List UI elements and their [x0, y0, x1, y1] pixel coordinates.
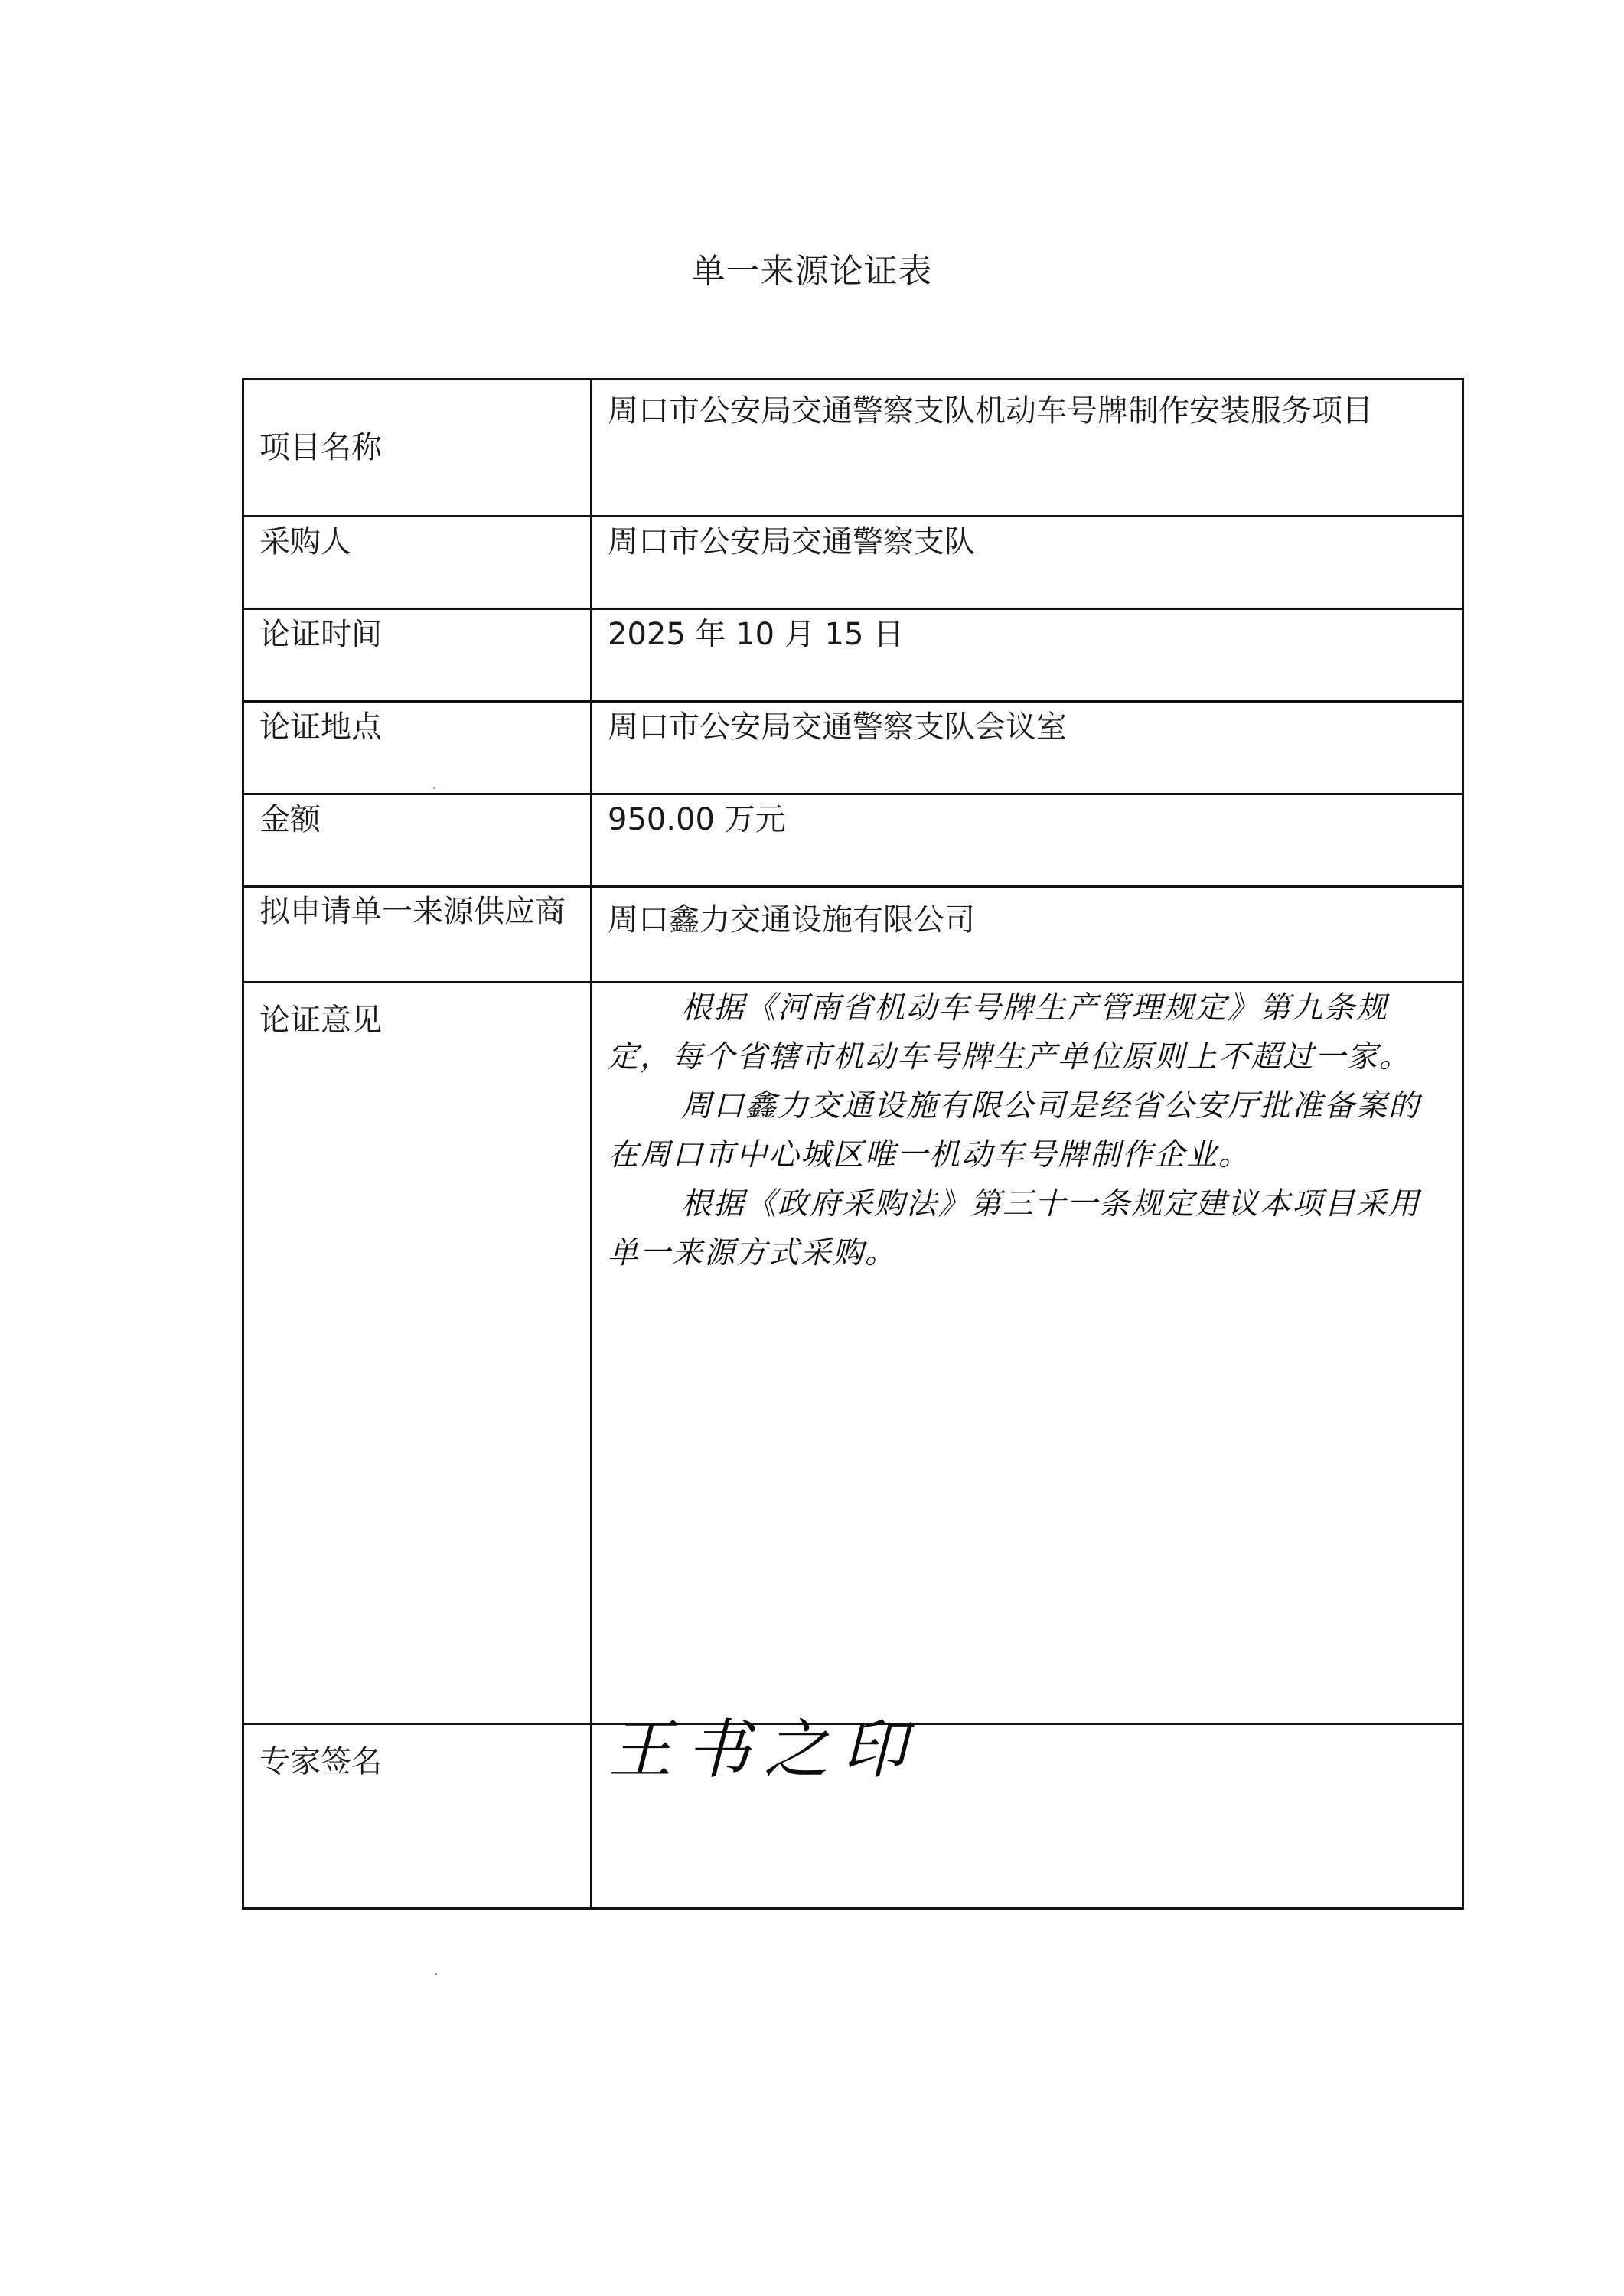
row-project-name: [243, 380, 1463, 517]
scan-speck: [435, 1973, 437, 1975]
row-supplier: [243, 887, 1463, 983]
row-expert-signature: [243, 1724, 1463, 1909]
row-amount: [243, 794, 1463, 887]
opinion-paragraph-1: 根据《河南省机动车号牌生产管理规定》第九条规定，每个省辖市机动车号牌生产单位原则上不超过一家。: [608, 990, 1411, 1075]
place-label: 论证地点: [243, 702, 592, 794]
opinion-paragraph-3: 根据《政府采购法》第三十一条规定建议本项目采用单一来源方式采购。: [608, 1186, 1420, 1270]
scan-speck: [433, 787, 435, 789]
supplier-label: 拟申请单一来源供应商: [243, 887, 592, 983]
opinion-handwritten-text: [592, 983, 1463, 1724]
signature-label: 专家签名: [243, 1724, 592, 1909]
time-label: 论证时间: [243, 609, 592, 702]
time-value: 2025 年 10 月 15 日: [592, 609, 1463, 702]
opinion-paragraph-2: 周口鑫力交通设施有限公司是经省公安厅批准备案的在周口市中心城区唯一机动车号牌制作企业。: [608, 1088, 1420, 1172]
supplier-value: 周口鑫力交通设施有限公司: [592, 887, 1463, 983]
purchaser-label: 采购人: [243, 517, 592, 609]
row-opinion: [243, 983, 1463, 1724]
amount-label: 金额: [243, 794, 592, 887]
row-demonstration-time: [243, 609, 1463, 702]
purchaser-value: 周口市公安局交通警察支队: [592, 517, 1463, 609]
signature-cell: [592, 1712, 1463, 1909]
opinion-label: 论证意见: [243, 983, 592, 1724]
row-purchaser: [243, 517, 1463, 609]
row-demonstration-place: [243, 702, 1463, 794]
project-name-label: 项目名称: [243, 380, 592, 517]
amount-value: 950.00 万元: [592, 794, 1463, 887]
place-value: 周口市公安局交通警察支队会议室: [592, 702, 1463, 794]
document-title: 单一来源论证表: [691, 252, 933, 291]
project-name-value: 周口市公安局交通警察支队机动车号牌制作安装服务项目: [592, 380, 1463, 517]
handwritten-signature: 王书之印: [608, 1712, 921, 1787]
demonstration-form-table: [242, 378, 1464, 1910]
